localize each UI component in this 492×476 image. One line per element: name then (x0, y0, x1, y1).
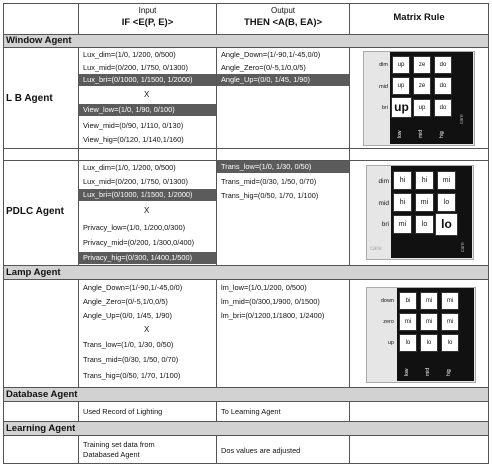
matrix-col-label: hig (439, 131, 445, 138)
matrix-cell: mi (393, 215, 412, 234)
input-lux-mid: Lux_mid=(0/200, 1/750, 0/1300) (83, 177, 188, 186)
input-lux-dim: Lux_dim=(1/0, 1/200, 0/500) (83, 163, 176, 172)
input-lux-mid: Lux_mid=(0/200, 1/750, 0/1300) (83, 63, 188, 72)
matrix-cell: mi (399, 313, 417, 331)
input-trans-mid: Trans_mid=(0/30, 1/50, 0/70) (83, 355, 179, 364)
divider (3, 279, 489, 280)
divider (3, 421, 489, 422)
learning-input-line2: Databased Agent (83, 450, 140, 459)
matrix-cell: do (434, 77, 452, 95)
matrix-cell: mi (441, 292, 459, 310)
matrix-window (363, 51, 475, 146)
input-angle-up: Angle_Up=(0/0, 1/45, 1/90) (83, 311, 172, 320)
matrix-cell: mi (420, 292, 438, 310)
divider (3, 47, 489, 48)
matrix-col-label: low (404, 368, 410, 376)
matrix-cell: lo (399, 334, 417, 352)
divider (3, 265, 489, 266)
input-privacy-mid: Privacy_mid=(0/200, 1/300,0/400) (83, 238, 195, 247)
matrix-cell: mi (420, 313, 438, 331)
divider (78, 401, 79, 421)
output-lm-bri: lm_bri=(0/1200,1/1800, 1/2400) (221, 311, 325, 320)
matrix-cell: ze (413, 77, 431, 95)
matrix-row-label: down (380, 298, 394, 304)
matrix-row-label: up (387, 340, 394, 346)
matrix-cell: ze (413, 56, 431, 74)
divider (3, 34, 489, 35)
matrix-cell: up (413, 99, 431, 117)
database-input: Used Record of Lighting (83, 407, 163, 416)
divider (349, 47, 350, 265)
output-formula: THEN <A(B, EA)> (243, 17, 323, 28)
output-angle-up-highlight: Angle_Up=(0/0, 1/45, 1/90) (217, 74, 349, 86)
divider (3, 435, 489, 436)
section-title-window-agent: Window Agent (6, 35, 72, 46)
output-trans-mid: Trans_mid=(0/30, 1/50, 0/70) (221, 177, 317, 186)
matrix-cell: lo (415, 215, 434, 234)
matrix-cell: lo (420, 334, 438, 352)
matrix-row-label: dim (378, 178, 389, 185)
matrix-pdlc (366, 165, 474, 260)
matrix-cell: up (392, 77, 410, 95)
learning-input-line1: Training set data from (83, 440, 155, 449)
input-formula: IF <E(P, E)> (121, 17, 174, 28)
matrix-cell: hi (393, 193, 412, 212)
output-label: Output (270, 6, 295, 15)
agent-name-pdlc: PDLC Agent (6, 206, 64, 217)
matrix-care-label: care (459, 114, 465, 124)
output-lm-mid: lm_mid=(0/300,1/900, 0/1500) (221, 297, 320, 306)
matrix-col-label: mid (425, 367, 431, 376)
matrix-col-label: low (397, 130, 403, 138)
divider (3, 148, 489, 149)
divider (349, 435, 350, 464)
matrix-row-label: mid (379, 84, 388, 90)
matrix-col-label: mid (418, 129, 424, 138)
matrix-cell: mi (415, 193, 434, 212)
matrix-care-label: care (460, 242, 466, 252)
input-view-mid: View_mid=(0/90, 1/110, 0/130) (83, 121, 184, 130)
section-bar-learning (4, 421, 488, 435)
matrix-cell: do (434, 56, 452, 74)
agent-name-lb: L B Agent (6, 93, 53, 104)
database-output: To Learning Agent (221, 407, 281, 416)
learning-output: Dos values are adjusted (221, 446, 301, 455)
matrix-cell-highlight: up (391, 97, 412, 118)
matrix-cell: hi (393, 171, 412, 190)
input-lux-bri-highlight: Lux_bri=(0/1000, 1/1500, 1/2000) (79, 74, 216, 86)
cross-product-x: X (144, 90, 150, 99)
section-title-lamp-agent: Lamp Agent (6, 267, 61, 278)
output-angle-down: Angle_Down=(1/-90,1/-45,0/0) (221, 50, 321, 59)
input-lux-bri-highlight: Lux_bri=(0/1000, 1/1500, 1/2000) (79, 189, 216, 201)
matrix-care-label: care (370, 246, 382, 252)
input-trans-low: Trans_low=(1/0, 1/30, 0/50) (83, 340, 174, 349)
matrix-cell-highlight: lo (435, 213, 458, 236)
matrix-cell: lo (437, 193, 456, 212)
input-angle-down: Angle_Down=(1/-90,1/-45,0/0) (83, 283, 183, 292)
input-angle-zero: Angle_Zero=(0/-5,1/0,0/5) (83, 297, 168, 306)
divider (3, 387, 489, 388)
divider (3, 401, 489, 402)
matrix-row-label: bri (381, 221, 389, 228)
output-trans-low-highlight: Trans_low=(1/0, 1/30, 0/50) (217, 161, 349, 173)
section-title-database-agent: Database Agent (6, 389, 78, 400)
matrix-rule-label: Matrix Rule (393, 12, 445, 23)
matrix-cell: bi (399, 292, 417, 310)
divider (216, 279, 217, 387)
section-bar-lamp (4, 265, 488, 279)
cross-product-x: X (144, 206, 150, 215)
matrix-cell: lo (441, 334, 459, 352)
matrix-row-label: zero (383, 319, 394, 325)
input-trans-hig: Trans_hig=(0/50, 1/70, 1/100) (83, 371, 181, 380)
cross-product-x: X (144, 325, 150, 334)
divider (78, 279, 79, 387)
input-label: Input (138, 6, 157, 15)
matrix-lamp (366, 287, 476, 383)
matrix-col-label: hig (446, 369, 452, 376)
matrix-row-label: bri (381, 105, 388, 111)
output-trans-hig: Trans_hig=(0/50, 1/70, 1/100) (221, 191, 319, 200)
divider (216, 401, 217, 421)
matrix-cell: mi (441, 313, 459, 331)
divider (349, 279, 350, 387)
section-bar-window (4, 34, 488, 47)
input-privacy-low: Privacy_low=(1/0, 1/200,0/300) (83, 223, 186, 232)
input-lux-dim: Lux_dim=(1/0, 1/200, 0/500) (83, 50, 176, 59)
section-title-learning-agent: Learning Agent (6, 423, 76, 434)
matrix-row-label: dim (379, 62, 388, 68)
input-view-low-highlight: View_low=(1/0, 1/90, 0/100) (79, 104, 216, 116)
matrix-cell: hi (415, 171, 434, 190)
matrix-row-label: mid (378, 200, 389, 207)
output-angle-zero: Angle_Zero=(0/-5,1/0,0/5) (221, 63, 306, 72)
divider (78, 435, 79, 464)
matrix-cell: up (392, 56, 410, 74)
matrix-cell: mi (437, 171, 456, 190)
input-view-hig: View_hig=(0/120, 1/140,1/160) (83, 135, 184, 144)
output-lm-low: lm_low=(1/0,1/200, 0/500) (221, 283, 307, 292)
matrix-cell: do (434, 99, 452, 117)
divider (349, 401, 350, 421)
input-privacy-hig-highlight: Privacy_hig=(0/300, 1/400,1/500) (79, 252, 216, 264)
divider (216, 435, 217, 464)
